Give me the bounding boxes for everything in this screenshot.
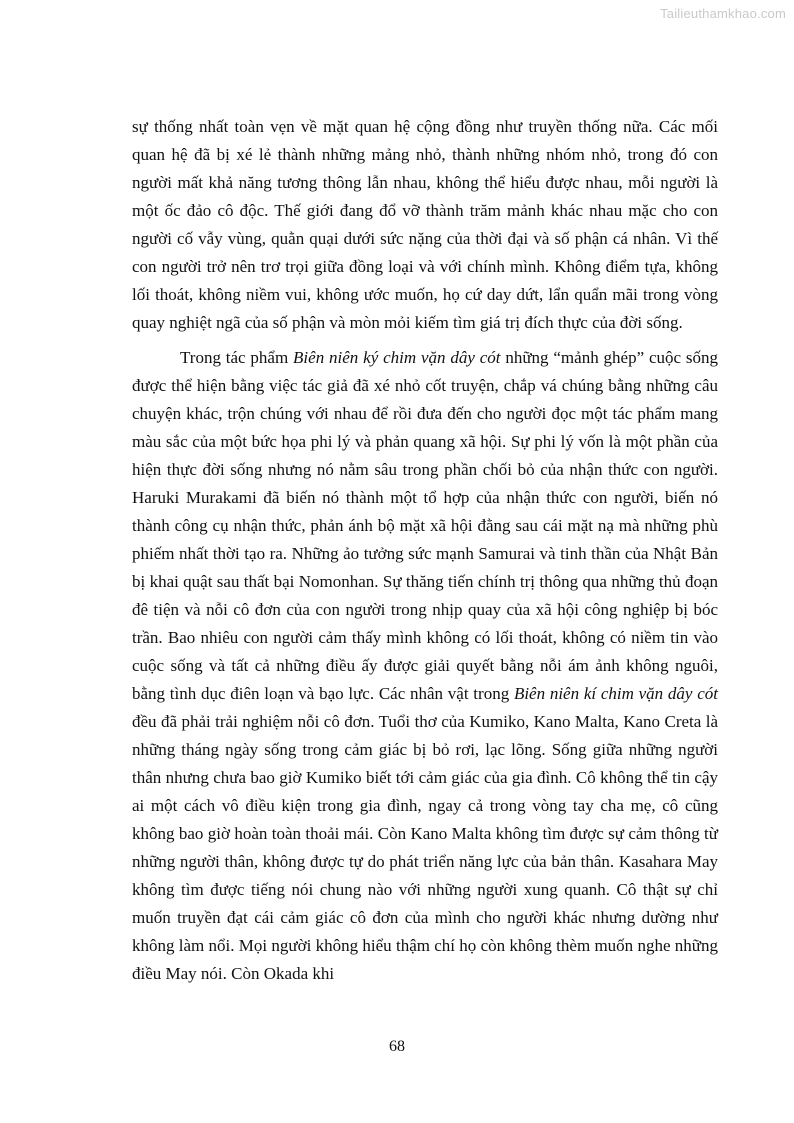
- watermark: Tailieuthamkhao.com: [660, 6, 786, 21]
- paragraph-2: [132, 344, 718, 988]
- book-title-italic: Biên niên ký chim vặn dây cót: [293, 348, 501, 367]
- text-run: những “mảnh ghép” cuộc sống được thể hiện bằng việc tác giả đã xé nhỏ cốt truyện, chắp vá chúng bằng những câu chuyện khác, trộn chúng với nhau để rồi đưa đến cho người đọc một tác phẩm mang màu sắc của một bức họa phi lý và phản quang xã hội. Sự phi lý vốn là một phần của hiện thực đời sống nhưng nó nằm sâu trong phần chối bỏ của nhận thức con người. Haruki Murakami đã biến nó thành một tổ hợp của nhận thức con người, biến nó thành công cụ nhận thức, phản ánh bộ mặt xã hội đằng sau cái mặt nạ mà những phù phiếm nhất thời tạo ra. Những ảo tưởng sức mạnh Samurai và tinh thần của Nhật Bản bị khai quật sau thất bại Nomonhan. Sự thăng tiến chính trị thông qua những thủ đoạn đê tiện và nỗi cô đơn của con người trong nhịp quay của xã hội công nghiệp bị bóc trần. Bao nhiêu con người cảm thấy mình không có lối thoát, không có niềm tin vào cuộc sống và tất cả những điều ấy được giải quyết bằng nỗi ám ảnh không nguôi, bằng tình dục điên loạn và bạo lực. Các nhân vật trong: [132, 348, 719, 703]
- text-run: Trong tác phẩm: [180, 348, 294, 367]
- paragraph-1: [132, 113, 718, 337]
- text-run: đều đã phải trải nghiệm nỗi cô đơn. Tuổi thơ của Kumiko, Kano Malta, Kano Creta là những tháng ngày sống trong cảm giác bị bỏ rơi, lạc lõng. Sống giữa những người thân nhưng chưa bao giờ Kumiko biết tới cảm giác của gia đình. Cô không thể tin cậy ai một cách vô điều kiện trong gia đình, ngay cả trong vòng tay cha mẹ, cô cũng không bao giờ hoàn toàn thoải mái. Còn Kano Malta không tìm được sự cảm thông từ những người thân, không được tự do phát triển năng lực của bản thân. Kasahara May không tìm được tiếng nói chung nào với những người xung quanh. Cô thật sự chỉ muốn truyền đạt cái cảm giác cô đơn của mình cho người khác nhưng dường như không làm nổi. Mọi người không hiểu thậm chí họ còn không thèm muốn nghe những điều May nói. Còn Okada khi: [132, 712, 718, 983]
- page-number: 68: [389, 1038, 405, 1055]
- page-body: [132, 113, 718, 995]
- book-title-italic: Biên niên kí chim vặn dây cót: [513, 684, 718, 703]
- text-run: sự thống nhất toàn vẹn về mặt quan hệ cộng đồng như truyền thống nữa. Các mối quan hệ đã bị xé lẻ thành những mảng nhỏ, thành những nhóm nhỏ, trong đó con người mất khả năng tương thông lẫn nhau, không thể hiểu được nhau, mỗi người là một ốc đảo cô độc. Thế giới đang đổ vỡ thành trăm mảnh khác nhau mặc cho con người cố vẫy vùng, quằn quại dưới sức nặng của thời đại và số phận cá nhân. Vì thế con người trở nên trơ trọi giữa đồng loại và với chính mình. Không điểm tựa, không lối thoát, không niềm vui, không ước muốn, họ cứ day dứt, lẩn quẩn mãi trong vòng quay nghiệt ngã của số phận và mòn mỏi kiếm tìm giá trị đích thực của đời sống.: [132, 117, 718, 332]
